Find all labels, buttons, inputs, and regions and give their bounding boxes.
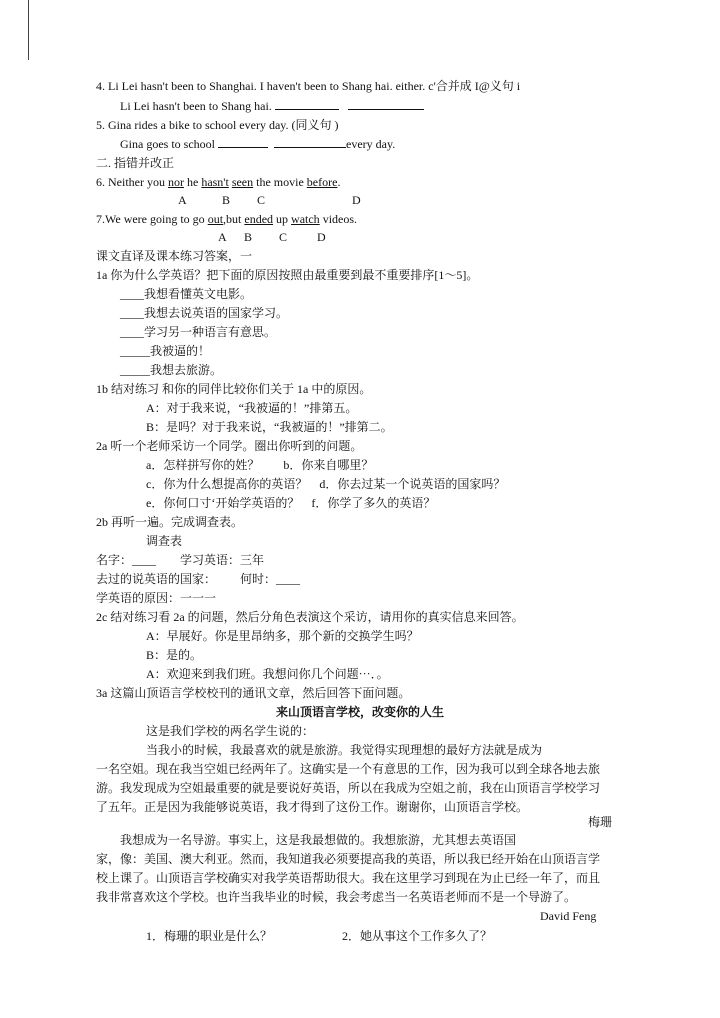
s7-option-a[interactable]: out bbox=[207, 212, 224, 226]
article-paragraph-line: 一名空姐。现在我当空姐已经两年了。这确实是一个有意思的工作，因为我可以到全球各地去旅 bbox=[96, 762, 601, 776]
q4-answer-prefix: Li Lei hasn't been to Shang hai. bbox=[120, 99, 275, 113]
dialog-line: A：欢迎来到我们班。我想问你几个问题⋯．。 bbox=[146, 667, 389, 681]
s6-text-post: . bbox=[337, 175, 341, 189]
article-paragraph-line: 我想成为一名导游。事实上，这是我最想做的。我想旅游，尤其想去英语国 bbox=[120, 833, 517, 847]
q4-answer-line bbox=[120, 98, 424, 114]
question-option-row: e．你何口寸‘开始学英语的？ f．你学了多久的英语？ bbox=[146, 496, 436, 510]
question-option-row: c．你为什么想提高你的英语？ d．你去过某一个说英语的国家吗？ bbox=[146, 477, 506, 491]
dialog-line: A：对于我来说，“我被逼的！”排第五。 bbox=[146, 401, 358, 415]
article-paragraph-line: 我非常喜欢这个学校。也许当我毕业的时候，我会考虑当一名英语老师而不是一个导游了。 bbox=[96, 890, 577, 904]
exercise-1a: 1a 你为什么学英语？把下面的原因按照由最重要到最不重要排序[1～5]。 bbox=[96, 268, 479, 282]
survey-row: 学英语的原因：一一一 bbox=[96, 591, 217, 605]
s7-text-pre: 7.We were going to go bbox=[96, 212, 208, 226]
exercise-2c: 2c 结对练习看 2a 的问题，然后分角色表演这个采访，请用你的真实信息来回答。 bbox=[96, 610, 524, 624]
article-paragraph-line: 当我小的时候，我最喜欢的就是旅游。我觉得实现理想的最好方法就是成为 bbox=[146, 743, 543, 757]
exercise-2a: 2a 听一个老师采访一个同学。圈出你听到的问题。 bbox=[96, 439, 363, 453]
s6-text-pre: 6. Neither you bbox=[96, 175, 168, 189]
s7-option-c[interactable]: watch bbox=[291, 212, 320, 226]
sentence-6 bbox=[96, 174, 340, 190]
reading-question: 2．她从事这个工作多久了？ bbox=[342, 929, 493, 943]
exercise-2b: 2b 再听一遍。完成调查表。 bbox=[96, 515, 244, 529]
article-intro: 这是我们学校的两名学生说的： bbox=[146, 724, 315, 738]
exercise-3a: 3a 这篇山顶语言学校校刊的通讯文章，然后回答下面问题。 bbox=[96, 686, 411, 700]
q5-prompt: 5. Gina rides a bike to school every day. (同义句 ) bbox=[96, 118, 339, 132]
dialog-line: B：是的。 bbox=[146, 648, 203, 662]
article-paragraph-line: 校上课了。山顶语言学校确实对我学英语帮助很大。我在这里学习到现在为止已经一年了，而且 bbox=[96, 871, 601, 885]
q4-blank-2[interactable] bbox=[348, 98, 424, 110]
s6-option-b[interactable]: hasn't bbox=[201, 175, 229, 189]
dialog-line: A：早展好。你是里昂纳多，那个新的交换学生吗？ bbox=[146, 629, 419, 643]
article-paragraph-line: 了五年。正是因为我能够说英语，我才得到了这份工作。谢谢你，山顶语言学校。 bbox=[96, 800, 529, 814]
q5-blank-2[interactable] bbox=[274, 136, 346, 148]
q5-answer-suffix: every day. bbox=[346, 137, 396, 151]
s6-option-c[interactable]: seen bbox=[231, 175, 254, 189]
s6-option-d[interactable]: before bbox=[306, 175, 338, 189]
s6-text-mid1: he bbox=[183, 175, 202, 189]
question-option-row: a．怎样拼写你的姓？ b．你来自哪里？ bbox=[146, 458, 374, 472]
rank-item: ____我想去说英语的国家学习。 bbox=[120, 306, 289, 320]
s7-option-b[interactable]: ended bbox=[244, 212, 274, 226]
section-heading: 课文直译及课本练习答案，一 bbox=[96, 249, 253, 263]
survey-row: 去过的说英语的国家： 何时：____ bbox=[96, 572, 301, 586]
left-margin-rule bbox=[28, 0, 29, 60]
article-title: 来山顶语言学校，改变你的人生 bbox=[275, 705, 444, 719]
s6-letters: A B C D bbox=[178, 193, 361, 207]
reading-question: 1．梅珊的职业是什么？ bbox=[146, 929, 273, 943]
s7-text-mid2: up bbox=[273, 212, 292, 226]
q4-prompt: 4. Li Lei hasn't been to Shanghai. I haven't been to Shang hai. either. c'合并成 I@义句 i bbox=[96, 79, 521, 93]
q4-blank-1[interactable] bbox=[275, 98, 339, 110]
article-paragraph-line: 家，像：美国、澳大利亚。然而，我知道我必须要提高我的英语，所以我已经开始在山顶语言学 bbox=[96, 852, 601, 866]
exercise-1b: 1b 结对练习 和你的同伴比较你们关于 1a 中的原因。 bbox=[96, 382, 372, 396]
dialog-line: B：是吗？对于我来说，“我被逼的！”排第二。 bbox=[146, 420, 393, 434]
s7-letters: A B C D bbox=[218, 230, 326, 244]
rank-item: ____我想看懂英文电影。 bbox=[120, 287, 253, 301]
survey-row: 名字：____ 学习英语：三年 bbox=[96, 553, 265, 567]
rank-item: _____我被逼的！ bbox=[120, 344, 211, 358]
sentence-7 bbox=[96, 211, 357, 227]
s7-text-mid1: ,but bbox=[223, 212, 245, 226]
signature-2: David Feng bbox=[540, 909, 597, 923]
s6-option-a[interactable]: nor bbox=[167, 175, 184, 189]
s7-text-post: videos. bbox=[319, 212, 358, 226]
section2-title: 二. 指错并改正 bbox=[96, 156, 175, 170]
q5-answer-line bbox=[120, 136, 395, 152]
article-paragraph-line: 游。我发现成为空姐最重要的就是要说好英语，所以在我成为空姐之前，我在山顶语言学校学习 bbox=[96, 781, 601, 795]
rank-item: ____学习另一种语言有意思。 bbox=[120, 325, 277, 339]
rank-item: _____我想去旅游。 bbox=[120, 363, 223, 377]
q5-blank-1[interactable] bbox=[218, 136, 268, 148]
q5-answer-prefix: Gina goes to school bbox=[120, 137, 218, 151]
survey-title: 调查表 bbox=[146, 534, 183, 548]
s6-text-mid3: the movie bbox=[253, 175, 307, 189]
signature-1: 梅珊 bbox=[588, 815, 613, 829]
